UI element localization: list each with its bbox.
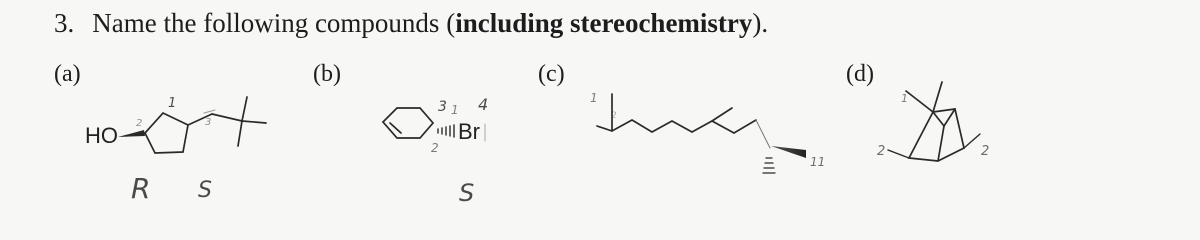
- annotation-b: 3: [438, 99, 447, 115]
- hash-bond: [763, 158, 775, 173]
- annotation-d: 2: [981, 144, 990, 159]
- annotation-b: 2: [431, 141, 439, 155]
- annotation-a: 3: [205, 117, 212, 128]
- question-number: 3.: [54, 8, 75, 38]
- bond: [756, 120, 770, 148]
- annotation-c: 2: [611, 111, 617, 121]
- bond: [906, 91, 933, 112]
- wedge-bond: [118, 130, 145, 137]
- carbon-chain: [597, 120, 734, 133]
- cyclopentane-ring: [145, 113, 188, 153]
- annotation-a: 2: [136, 118, 143, 129]
- annotation-b: S: [459, 179, 475, 207]
- bond: [933, 112, 944, 126]
- structure-c: [590, 91, 825, 173]
- bond: [933, 82, 942, 112]
- bond: [242, 97, 247, 121]
- annotation-a: 1: [168, 96, 177, 111]
- annotation-c: 1: [590, 91, 598, 105]
- bond: [238, 121, 242, 146]
- bromine-label: Br: [458, 119, 480, 144]
- annotation-d: 1: [901, 92, 908, 105]
- hash-bond: [438, 125, 454, 137]
- bond: [242, 121, 266, 123]
- part-b-label: (b): [313, 61, 341, 87]
- annotation-c: 11: [810, 155, 826, 169]
- annotation-d: 2: [877, 144, 886, 159]
- part-a-label: (a): [54, 61, 81, 87]
- part-d-label: (d): [846, 61, 874, 87]
- annotation-a: R: [131, 172, 151, 205]
- question-text-prefix: Name the following compounds (: [92, 8, 456, 38]
- question-text-suffix: ).: [752, 8, 769, 38]
- bond: [212, 114, 242, 121]
- structure-b: [383, 95, 488, 207]
- wedge-bond: [771, 146, 806, 158]
- bond: [944, 109, 955, 126]
- annotation-a: S: [198, 178, 212, 203]
- bond: [888, 150, 909, 158]
- hash-bond: [204, 110, 215, 113]
- bond: [734, 120, 756, 133]
- question-text-bold: including stereochemistry: [455, 8, 753, 38]
- bond: [964, 134, 980, 148]
- structure-d: [877, 82, 989, 161]
- structure-a: [85, 96, 266, 205]
- annotation-b: 1: [451, 103, 459, 117]
- annotation-b: 4: [478, 95, 489, 114]
- part-c-label: (c): [538, 61, 565, 87]
- hydroxyl-label: HO: [85, 123, 118, 148]
- bond: [938, 126, 944, 161]
- bond: [712, 108, 732, 121]
